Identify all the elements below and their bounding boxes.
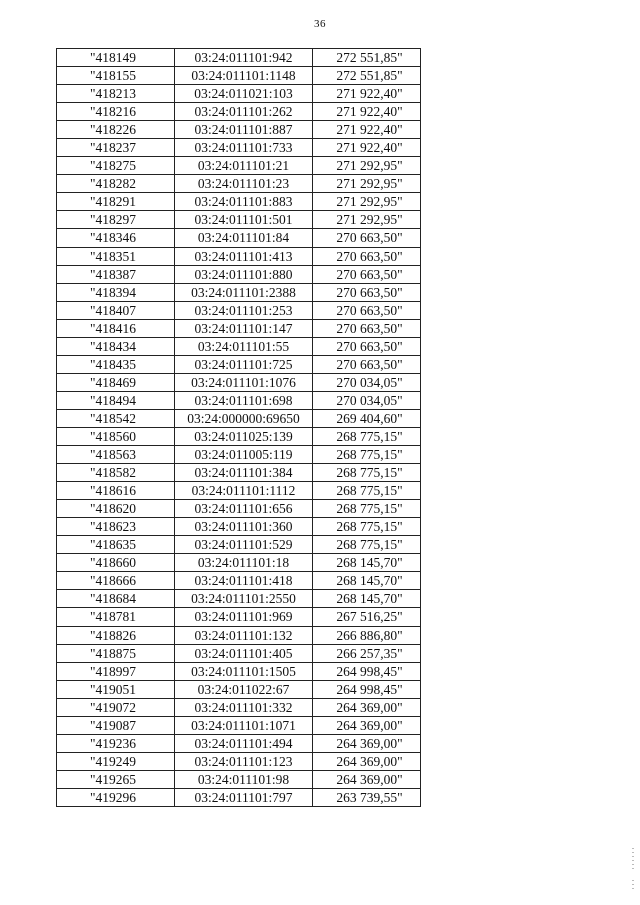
table-row <box>57 49 421 67</box>
registry-number-cell: "419051 <box>57 680 175 698</box>
price-cell: 270 663,50" <box>313 355 421 373</box>
price-cell: 264 369,00" <box>313 716 421 734</box>
table-row <box>57 590 421 608</box>
price-cell: 270 663,50" <box>313 265 421 283</box>
table-row <box>57 734 421 752</box>
cadastral-number-cell: 03:24:011101:147 <box>175 319 313 337</box>
cadastral-number-cell: 03:24:011101:413 <box>175 247 313 265</box>
registry-number-cell: "418582 <box>57 464 175 482</box>
registry-number-cell: "418387 <box>57 265 175 283</box>
registry-number-cell: "418291 <box>57 193 175 211</box>
cadastral-number-cell: 03:24:011101:360 <box>175 518 313 536</box>
price-cell: 268 775,15" <box>313 518 421 536</box>
cadastral-number-cell: 03:24:011101:253 <box>175 301 313 319</box>
registry-number-cell: "419249 <box>57 752 175 770</box>
registry-table <box>56 48 421 807</box>
table-row <box>57 355 421 373</box>
cadastral-number-cell: 03:24:011101:262 <box>175 103 313 121</box>
price-cell: 270 034,05" <box>313 373 421 391</box>
cadastral-number-cell: 03:24:011101:1112 <box>175 482 313 500</box>
table-row <box>57 211 421 229</box>
cadastral-number-cell: 03:24:011101:418 <box>175 572 313 590</box>
cadastral-number-cell: 03:24:011005:119 <box>175 446 313 464</box>
cadastral-number-cell: 03:24:011022:67 <box>175 680 313 698</box>
price-cell: 264 369,00" <box>313 698 421 716</box>
table-row <box>57 373 421 391</box>
price-cell: 268 145,70" <box>313 572 421 590</box>
table-row <box>57 319 421 337</box>
registry-table-body <box>57 49 421 807</box>
cadastral-number-cell: 03:24:000000:69650 <box>175 409 313 427</box>
registry-number-cell: "418875 <box>57 644 175 662</box>
registry-number-cell: "418351 <box>57 247 175 265</box>
table-row <box>57 175 421 193</box>
cadastral-number-cell: 03:24:011101:969 <box>175 608 313 626</box>
price-cell: 269 404,60" <box>313 409 421 427</box>
table-row <box>57 283 421 301</box>
price-cell: 263 739,55" <box>313 788 421 806</box>
registry-number-cell: "418435 <box>57 355 175 373</box>
registry-number-cell: "419296 <box>57 788 175 806</box>
registry-number-cell: "418155 <box>57 67 175 85</box>
price-cell: 268 775,15" <box>313 464 421 482</box>
registry-number-cell: "418997 <box>57 662 175 680</box>
registry-number-cell: "418275 <box>57 157 175 175</box>
table-row <box>57 536 421 554</box>
cadastral-number-cell: 03:24:011101:21 <box>175 157 313 175</box>
price-cell: 271 292,95" <box>313 157 421 175</box>
price-cell: 271 292,95" <box>313 175 421 193</box>
table-row <box>57 626 421 644</box>
registry-number-cell: "418434 <box>57 337 175 355</box>
price-cell: 270 663,50" <box>313 247 421 265</box>
table-row <box>57 482 421 500</box>
cadastral-number-cell: 03:24:011101:2388 <box>175 283 313 301</box>
table-row <box>57 337 421 355</box>
price-cell: 268 775,15" <box>313 536 421 554</box>
table-row <box>57 770 421 788</box>
price-cell: 271 922,40" <box>313 121 421 139</box>
table-row <box>57 788 421 806</box>
registry-number-cell: "418237 <box>57 139 175 157</box>
registry-number-cell: "418660 <box>57 554 175 572</box>
table-row <box>57 265 421 283</box>
price-cell: 270 663,50" <box>313 229 421 247</box>
price-cell: 271 922,40" <box>313 103 421 121</box>
cadastral-number-cell: 03:24:011101:725 <box>175 355 313 373</box>
price-cell: 268 775,15" <box>313 482 421 500</box>
price-cell: 266 257,35" <box>313 644 421 662</box>
cadastral-number-cell: 03:24:011101:384 <box>175 464 313 482</box>
table-row <box>57 698 421 716</box>
registry-number-cell: "418623 <box>57 518 175 536</box>
cadastral-number-cell: 03:24:011101:1071 <box>175 716 313 734</box>
registry-number-cell: "418216 <box>57 103 175 121</box>
registry-number-cell: "418407 <box>57 301 175 319</box>
registry-number-cell: "418346 <box>57 229 175 247</box>
cadastral-number-cell: 03:24:011021:103 <box>175 85 313 103</box>
cadastral-number-cell: 03:24:011101:698 <box>175 391 313 409</box>
price-cell: 268 775,15" <box>313 446 421 464</box>
table-row <box>57 139 421 157</box>
cadastral-number-cell: 03:24:011101:23 <box>175 175 313 193</box>
cadastral-number-cell: 03:24:011101:501 <box>175 211 313 229</box>
table-row <box>57 752 421 770</box>
registry-number-cell: "418563 <box>57 446 175 464</box>
table-row <box>57 103 421 121</box>
price-cell: 270 663,50" <box>313 319 421 337</box>
registry-number-cell: "418226 <box>57 121 175 139</box>
table-row <box>57 680 421 698</box>
cadastral-number-cell: 03:24:011101:656 <box>175 500 313 518</box>
registry-number-cell: "418635 <box>57 536 175 554</box>
registry-number-cell: "418149 <box>57 49 175 67</box>
price-cell: 272 551,85" <box>313 49 421 67</box>
registry-number-cell: "418666 <box>57 572 175 590</box>
registry-number-cell: "418282 <box>57 175 175 193</box>
cadastral-number-cell: 03:24:011101:1148 <box>175 67 313 85</box>
price-cell: 270 663,50" <box>313 283 421 301</box>
price-cell: 268 145,70" <box>313 554 421 572</box>
scan-speck-marks-lower <box>632 880 634 890</box>
registry-number-cell: "418560 <box>57 427 175 445</box>
table-row <box>57 608 421 626</box>
registry-number-cell: "418297 <box>57 211 175 229</box>
registry-number-cell: "418416 <box>57 319 175 337</box>
price-cell: 270 663,50" <box>313 337 421 355</box>
cadastral-number-cell: 03:24:011025:139 <box>175 427 313 445</box>
registry-number-cell: "419236 <box>57 734 175 752</box>
price-cell: 272 551,85" <box>313 67 421 85</box>
cadastral-number-cell: 03:24:011101:332 <box>175 698 313 716</box>
price-cell: 266 886,80" <box>313 626 421 644</box>
table-row <box>57 518 421 536</box>
cadastral-number-cell: 03:24:011101:2550 <box>175 590 313 608</box>
table-row <box>57 464 421 482</box>
table-row <box>57 121 421 139</box>
cadastral-number-cell: 03:24:011101:1505 <box>175 662 313 680</box>
registry-number-cell: "418494 <box>57 391 175 409</box>
table-row <box>57 500 421 518</box>
price-cell: 264 998,45" <box>313 662 421 680</box>
cadastral-number-cell: 03:24:011101:55 <box>175 337 313 355</box>
cadastral-number-cell: 03:24:011101:942 <box>175 49 313 67</box>
price-cell: 271 922,40" <box>313 139 421 157</box>
registry-number-cell: "418781 <box>57 608 175 626</box>
registry-number-cell: "418684 <box>57 590 175 608</box>
registry-number-cell: "418542 <box>57 409 175 427</box>
table-row <box>57 157 421 175</box>
table-row <box>57 572 421 590</box>
scan-speck-marks <box>632 848 634 870</box>
registry-number-cell: "418469 <box>57 373 175 391</box>
table-row <box>57 229 421 247</box>
table-row <box>57 662 421 680</box>
registry-number-cell: "418620 <box>57 500 175 518</box>
price-cell: 264 369,00" <box>313 752 421 770</box>
price-cell: 264 369,00" <box>313 734 421 752</box>
price-cell: 270 663,50" <box>313 301 421 319</box>
price-cell: 271 922,40" <box>313 85 421 103</box>
price-cell: 271 292,95" <box>313 193 421 211</box>
price-cell: 268 775,15" <box>313 500 421 518</box>
registry-number-cell: "419072 <box>57 698 175 716</box>
cadastral-number-cell: 03:24:011101:405 <box>175 644 313 662</box>
price-cell: 264 369,00" <box>313 770 421 788</box>
cadastral-number-cell: 03:24:011101:887 <box>175 121 313 139</box>
price-cell: 264 998,45" <box>313 680 421 698</box>
cadastral-number-cell: 03:24:011101:132 <box>175 626 313 644</box>
table-row <box>57 391 421 409</box>
page-number: 36 <box>314 18 326 30</box>
cadastral-number-cell: 03:24:011101:1076 <box>175 373 313 391</box>
table-row <box>57 67 421 85</box>
cadastral-number-cell: 03:24:011101:880 <box>175 265 313 283</box>
table-row <box>57 193 421 211</box>
cadastral-number-cell: 03:24:011101:18 <box>175 554 313 572</box>
cadastral-number-cell: 03:24:011101:529 <box>175 536 313 554</box>
registry-number-cell: "418394 <box>57 283 175 301</box>
cadastral-number-cell: 03:24:011101:98 <box>175 770 313 788</box>
table-row <box>57 716 421 734</box>
price-cell: 268 145,70" <box>313 590 421 608</box>
cadastral-number-cell: 03:24:011101:123 <box>175 752 313 770</box>
table-row <box>57 427 421 445</box>
registry-number-cell: "419265 <box>57 770 175 788</box>
table-row <box>57 409 421 427</box>
table-row <box>57 247 421 265</box>
cadastral-number-cell: 03:24:011101:797 <box>175 788 313 806</box>
price-cell: 270 034,05" <box>313 391 421 409</box>
table-row <box>57 301 421 319</box>
cadastral-number-cell: 03:24:011101:84 <box>175 229 313 247</box>
cadastral-number-cell: 03:24:011101:883 <box>175 193 313 211</box>
table-row <box>57 446 421 464</box>
registry-number-cell: "418213 <box>57 85 175 103</box>
registry-number-cell: "418616 <box>57 482 175 500</box>
price-cell: 271 292,95" <box>313 211 421 229</box>
cadastral-number-cell: 03:24:011101:733 <box>175 139 313 157</box>
price-cell: 268 775,15" <box>313 427 421 445</box>
table-row <box>57 644 421 662</box>
table-row <box>57 554 421 572</box>
price-cell: 267 516,25" <box>313 608 421 626</box>
registry-number-cell: "419087 <box>57 716 175 734</box>
registry-number-cell: "418826 <box>57 626 175 644</box>
table-row <box>57 85 421 103</box>
cadastral-number-cell: 03:24:011101:494 <box>175 734 313 752</box>
